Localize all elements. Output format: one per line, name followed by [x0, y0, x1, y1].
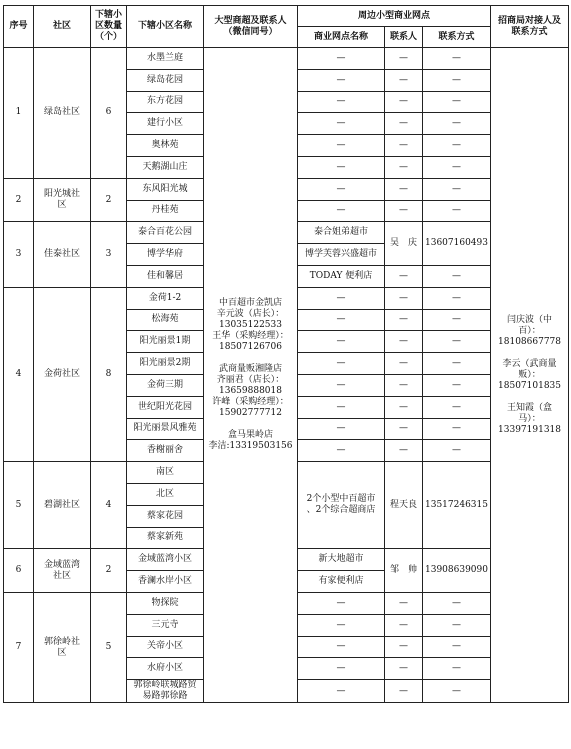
header-bureau-contact: 招商局对接人及 联系方式 [491, 6, 569, 48]
row-phone-dash: — [423, 374, 491, 396]
row-subdistrict: 金域蓝湾小区 [127, 549, 204, 571]
row-phone-dash: — [423, 135, 491, 157]
row-shop-dash: — [298, 353, 385, 375]
row-subdistrict: 绿岛花园 [127, 69, 204, 91]
header-subdistrict-names: 下辖小区名称 [127, 6, 204, 48]
row-count: 5 [91, 592, 127, 702]
row-subdistrict: 三元寺 [127, 614, 204, 636]
row-phone-dash: — [423, 265, 491, 287]
row-contact-dash: — [385, 396, 423, 418]
bureau-contacts: 闫庆波（中 百）： 18108667778 李云（武商量 贩）： 18507101835 王知霞（盒 马）： 13397191318 [491, 48, 569, 703]
row-shop-phone: 13607160493 [423, 222, 491, 266]
row-seq: 5 [4, 462, 34, 549]
row-shop-dash: — [298, 200, 385, 222]
row-shop-phone: 13908639090 [423, 549, 491, 593]
row-subdistrict: 天鹅湖山庄 [127, 156, 204, 178]
row-shop-name: 博学芙蓉兴盛超市 [298, 244, 385, 266]
row-shop-contact: 邹 帅 [385, 549, 423, 593]
row-phone-dash: — [423, 440, 491, 462]
row-phone-dash: — [423, 592, 491, 614]
row-subdistrict: 博学华府 [127, 244, 204, 266]
row-community: 郭徐岭社 区 [34, 592, 91, 702]
row-contact-dash: — [385, 353, 423, 375]
row-shop-dash: — [298, 592, 385, 614]
row-phone-dash: — [423, 353, 491, 375]
row-seq: 6 [4, 549, 34, 593]
row-shop-dash: — [298, 48, 385, 70]
row-subdistrict: 东风阳光城 [127, 178, 204, 200]
row-contact-dash: — [385, 680, 423, 703]
row-contact-dash: — [385, 309, 423, 331]
row-phone-dash: — [423, 200, 491, 222]
row-shop-contact: 吴 庆 [385, 222, 423, 266]
row-shop-dash: — [298, 69, 385, 91]
row-phone-dash: — [423, 418, 491, 440]
row-subdistrict: 关帝小区 [127, 636, 204, 658]
row-community: 佳泰社区 [34, 222, 91, 287]
row-shop-name: 2个小型中百超市 、2个综合超商店 [298, 462, 385, 549]
row-shop-dash: — [298, 156, 385, 178]
row-subdistrict: 东方花园 [127, 91, 204, 113]
row-contact-dash: — [385, 636, 423, 658]
row-contact-dash: — [385, 135, 423, 157]
row-seq: 1 [4, 48, 34, 179]
row-phone-dash: — [423, 178, 491, 200]
row-phone-dash: — [423, 614, 491, 636]
row-seq: 4 [4, 287, 34, 461]
row-phone-dash: — [423, 156, 491, 178]
row-shop-dash: — [298, 135, 385, 157]
row-subdistrict: 阳光丽景1期 [127, 331, 204, 353]
row-shop-dash: — [298, 91, 385, 113]
row-phone-dash: — [423, 309, 491, 331]
row-subdistrict: 建行小区 [127, 113, 204, 135]
row-shop-name: 有家便利店 [298, 571, 385, 593]
header-subdistrict-count: 下辖小 区数量 （个） [91, 6, 127, 48]
row-phone-dash: — [423, 287, 491, 309]
row-community: 金域蓝湾 社区 [34, 549, 91, 593]
row-subdistrict: 水墨兰庭 [127, 48, 204, 70]
row-shop-dash: — [298, 440, 385, 462]
row-phone-dash: — [423, 331, 491, 353]
row-community: 碧湖社区 [34, 462, 91, 549]
row-contact-dash: — [385, 178, 423, 200]
row-subdistrict: 郭徐岭联城路贸 易路郭徐路 [127, 680, 204, 703]
row-shop-dash: — [298, 636, 385, 658]
row-contact-dash: — [385, 113, 423, 135]
row-contact-dash: — [385, 200, 423, 222]
row-community: 金荷社区 [34, 287, 91, 461]
row-contact-dash: — [385, 592, 423, 614]
row-shop-phone: 13517246315 [423, 462, 491, 549]
row-shop-dash: — [298, 113, 385, 135]
header-phone: 联系方式 [423, 27, 491, 48]
row-subdistrict: 松海苑 [127, 309, 204, 331]
row-subdistrict: 物探院 [127, 592, 204, 614]
header-community: 社区 [34, 6, 91, 48]
row-shop-dash: — [298, 614, 385, 636]
row-subdistrict: 南区 [127, 462, 204, 484]
row-subdistrict: 奥林苑 [127, 135, 204, 157]
row-phone-dash: — [423, 636, 491, 658]
header-shop-name: 商业网点名称 [298, 27, 385, 48]
row-count: 8 [91, 287, 127, 461]
row-subdistrict: 香榭丽舍 [127, 440, 204, 462]
row-phone-dash: — [423, 680, 491, 703]
row-phone-dash: — [423, 69, 491, 91]
row-contact-dash: — [385, 374, 423, 396]
row-subdistrict: 金荷三期 [127, 374, 204, 396]
row-phone-dash: — [423, 91, 491, 113]
row-phone-dash: — [423, 113, 491, 135]
row-contact-dash: — [385, 265, 423, 287]
table-row [4, 48, 569, 70]
row-subdistrict: 阳光丽景2期 [127, 353, 204, 375]
row-phone-dash: — [423, 48, 491, 70]
row-shop-dash: — [298, 396, 385, 418]
row-subdistrict: 泰合百花公园 [127, 222, 204, 244]
row-shop-name: TODAY 便利店 [298, 265, 385, 287]
row-subdistrict: 北区 [127, 483, 204, 505]
row-subdistrict: 香澜水岸小区 [127, 571, 204, 593]
row-contact-dash: — [385, 331, 423, 353]
header-big-store: 大型商超及联系人 （微信同号） [204, 6, 298, 48]
row-shop-dash: — [298, 331, 385, 353]
row-subdistrict: 蔡家花园 [127, 505, 204, 527]
row-shop-dash: — [298, 309, 385, 331]
row-subdistrict: 丹桂苑 [127, 200, 204, 222]
row-subdistrict: 阳光丽景风雅苑 [127, 418, 204, 440]
row-contact-dash: — [385, 48, 423, 70]
row-contact-dash: — [385, 156, 423, 178]
row-contact-dash: — [385, 658, 423, 680]
row-shop-contact: 程天良 [385, 462, 423, 549]
header-contact: 联系人 [385, 27, 423, 48]
row-phone-dash: — [423, 658, 491, 680]
row-count: 6 [91, 48, 127, 179]
row-contact-dash: — [385, 614, 423, 636]
row-shop-dash: — [298, 178, 385, 200]
table-body [4, 48, 569, 703]
row-subdistrict: 金荷1-2 [127, 287, 204, 309]
row-subdistrict: 佳和馨居 [127, 265, 204, 287]
row-seq: 3 [4, 222, 34, 287]
row-seq: 7 [4, 592, 34, 702]
row-subdistrict: 世纪阳光花园 [127, 396, 204, 418]
row-count: 3 [91, 222, 127, 287]
row-shop-dash: — [298, 658, 385, 680]
row-shop-name: 泰合姐弟超市 [298, 222, 385, 244]
row-phone-dash: — [423, 396, 491, 418]
row-shop-dash: — [298, 418, 385, 440]
row-seq: 2 [4, 178, 34, 222]
row-contact-dash: — [385, 69, 423, 91]
header-nearby-shops: 周边小型商业网点 [298, 6, 491, 27]
row-contact-dash: — [385, 440, 423, 462]
row-subdistrict: 蔡家新苑 [127, 527, 204, 549]
row-contact-dash: — [385, 418, 423, 440]
row-count: 4 [91, 462, 127, 549]
row-shop-name: 新大地超市 [298, 549, 385, 571]
row-count: 2 [91, 549, 127, 593]
row-shop-dash: — [298, 287, 385, 309]
row-community: 阳光城社 区 [34, 178, 91, 222]
row-shop-dash: — [298, 680, 385, 703]
big-store-contacts: 中百超市金凯店 辛元波（店长）： 13035122533 王华（采购经理）： 18507126706 武商量贩湘隆店 齐丽君（店长）： 13659888018 许峰（采购经理）： 15902777712 盒马果岭店 李洁:13319503156 [204, 48, 298, 703]
row-community: 绿岛社区 [34, 48, 91, 179]
row-subdistrict: 水府小区 [127, 658, 204, 680]
row-count: 2 [91, 178, 127, 222]
header-seq: 序号 [4, 6, 34, 48]
row-contact-dash: — [385, 91, 423, 113]
merchant-contact-table [3, 5, 569, 703]
row-contact-dash: — [385, 287, 423, 309]
row-shop-dash: — [298, 374, 385, 396]
